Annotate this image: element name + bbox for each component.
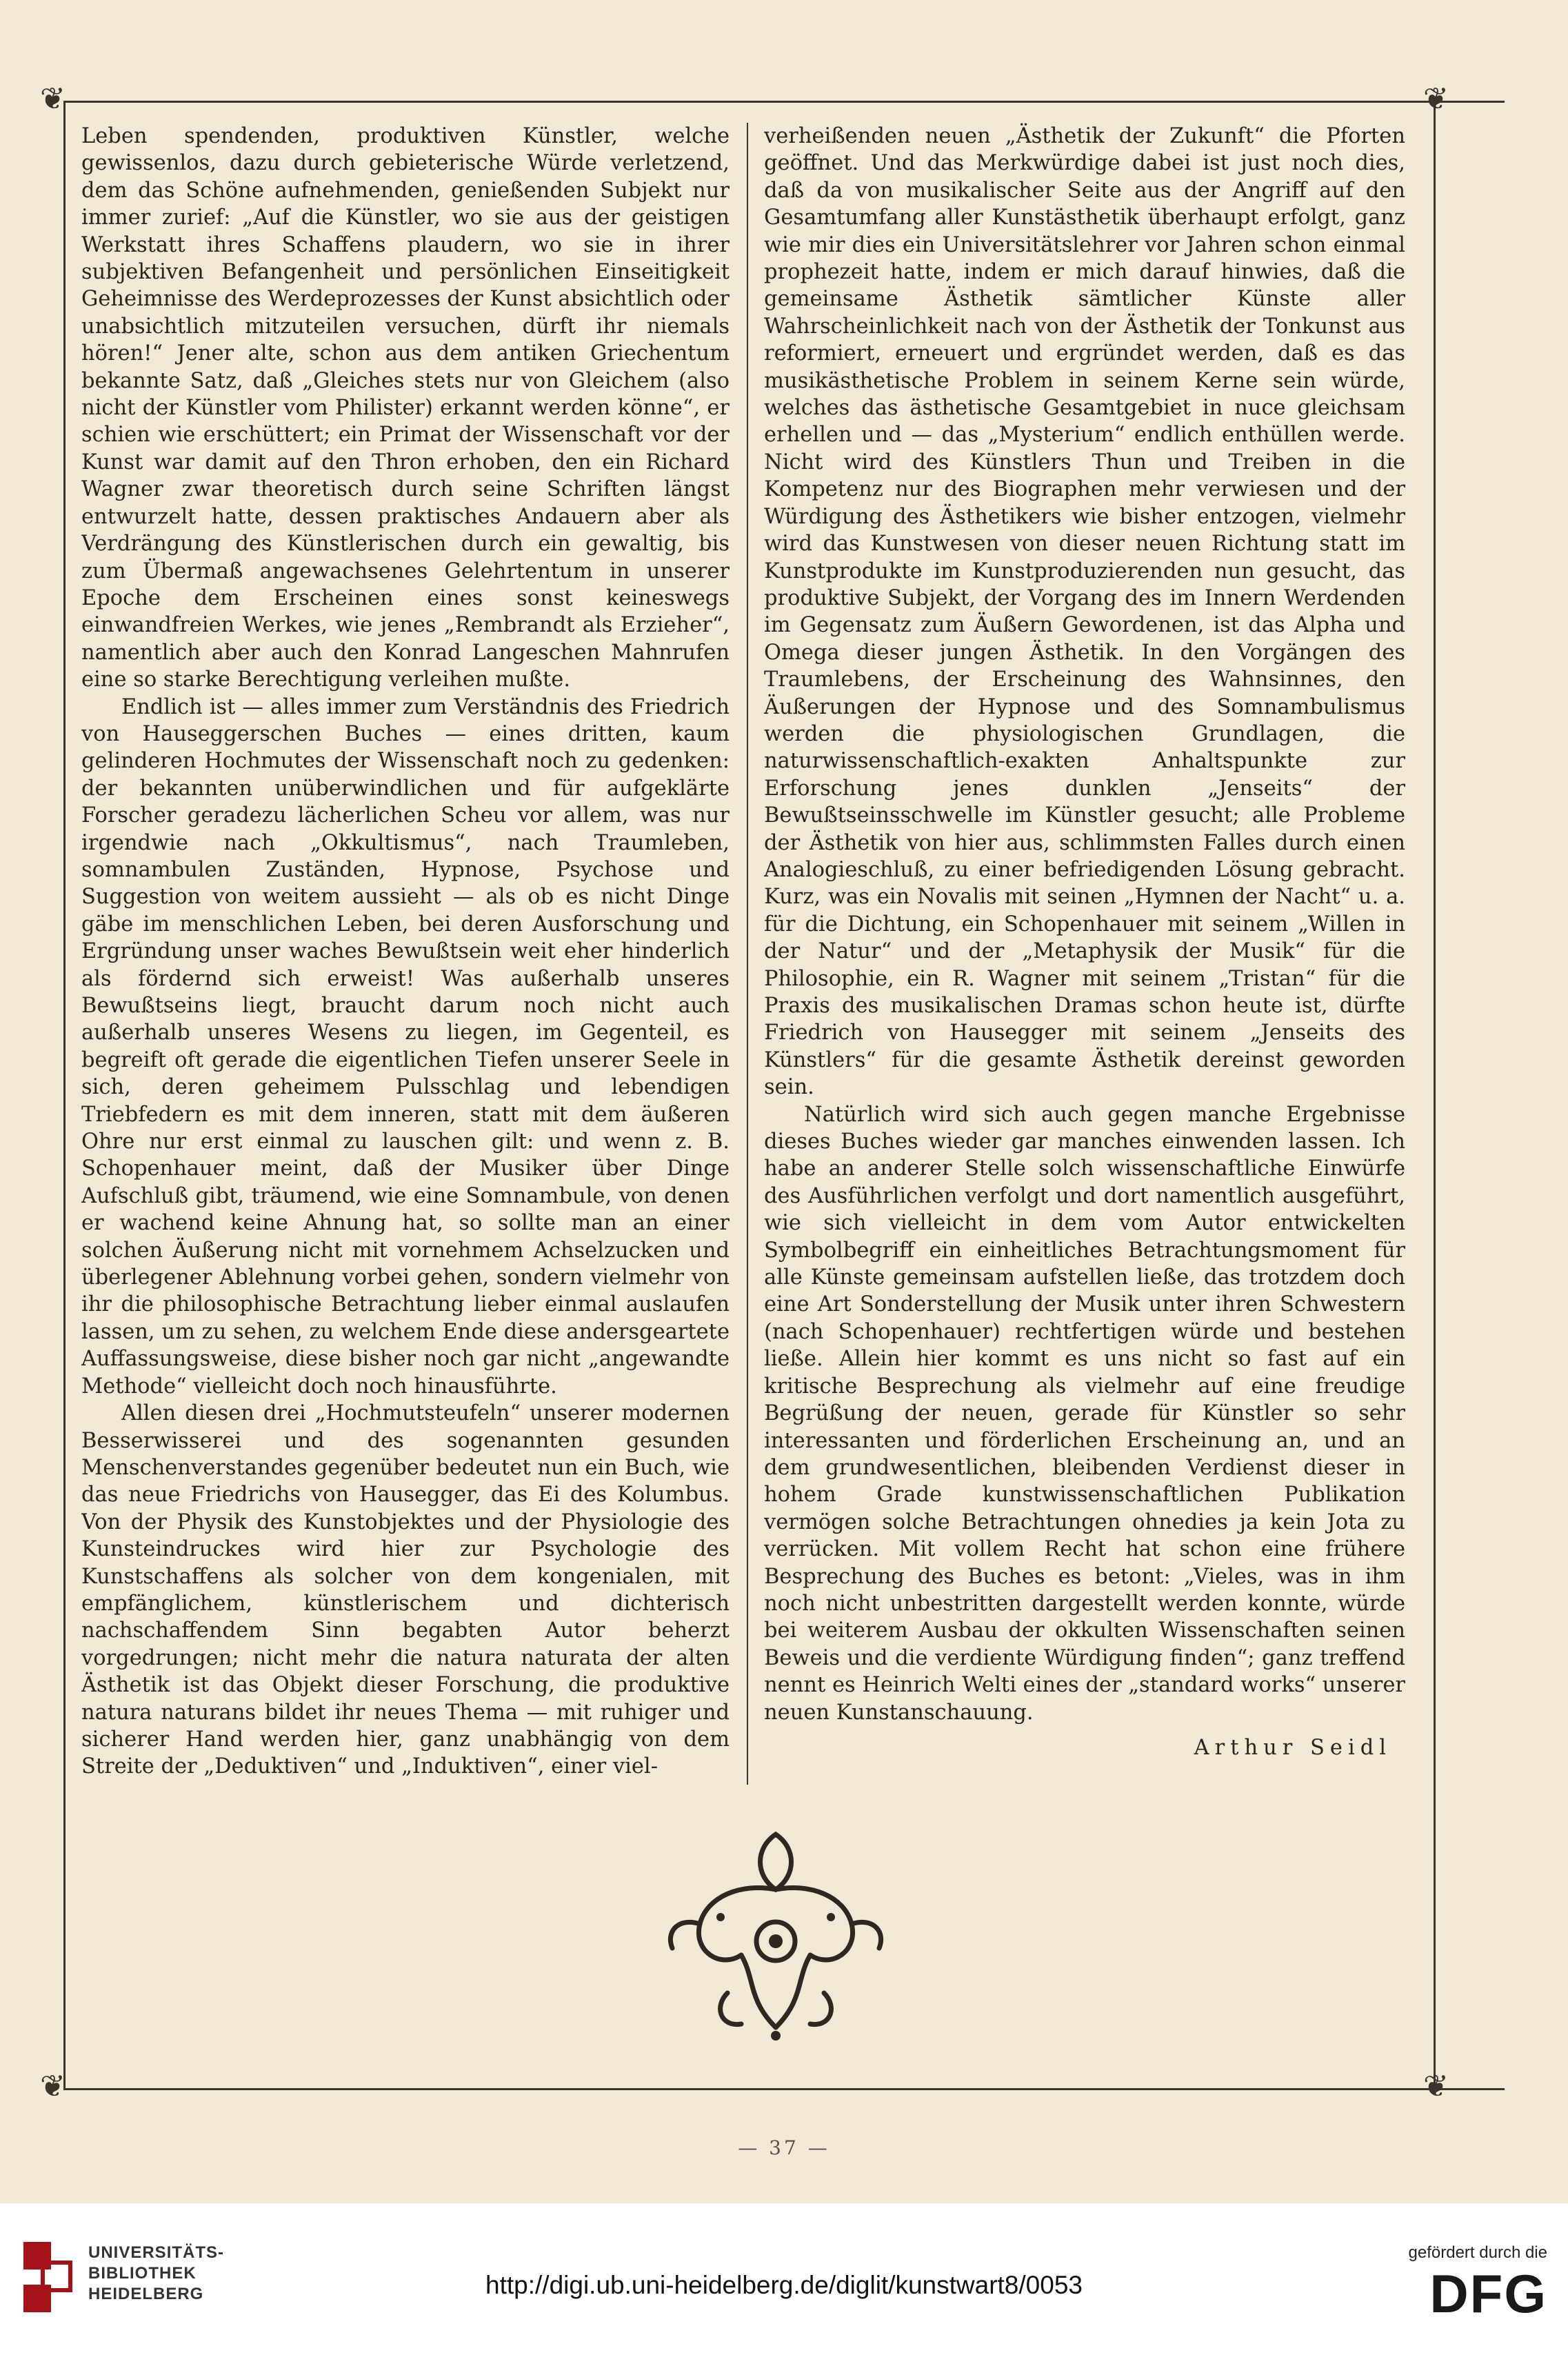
institution-line: HEIDELBERG — [88, 2285, 204, 2303]
institution-line: BIBLIOTHEK — [88, 2264, 197, 2283]
right-text-column — [764, 123, 1405, 1998]
paragraph: Leben spendenden, produktiven Künstler, welche gewissenlos, dazu durch gebieterische Würde verletzend, dem das Schöne aufnehmenden, genießenden Subjekt nur immer zurief: „Auf die Künstler, wo sie aus der geistigen Werkstatt ihres Schaffens plaudern, wo sie in ihrer subjektiven Befangenheit und persönlichen Einseitigkeit Geheimnisse des Werdeprozesses der Kunst absichtlich oder unabsichtlich mitzuteilen versuchen, dürft ihr niemals hören!“ Jener alte, schon aus dem antiken Griechentum bekannte Satz, daß „Gleiches stets nur von Gleichem (also nicht der Künstler vom Philister) erkannt werden könne“, er schien wie erschüttert; ein Primat der Wissenschaft vor der Kunst war damit auf den Thron erhoben, den ein Richard Wagner zwar theoretisch durch seine Schriften längst entwurzelt hatte, dessen praktisches Andauern aber als Verdrängung des Künstlerischen durch ein gewaltig, bis zum Übermaß angewachsenes Gelehrtentum in unserer Epoche dem Erscheinen eines sonst keineswegs einwandfreien Werkes, wie jenes „Rembrandt als Erzieher“, namentlich aber auch den Konrad Langeschen Mahnrufen eine so starke Berechtigung verleihen mußte. — [81, 124, 730, 692]
column-divider — [747, 123, 748, 1785]
funded-by-label: gefördert durch die — [1408, 2243, 1547, 2262]
digitization-footer — [0, 2203, 1568, 2355]
paragraph: Natürlich wird sich auch gegen manche Ergebnisse dieses Buches wieder gar manches einwenden lassen. Ich habe an anderer Stelle solch wissenschaftliche Einwürfe des Ausführlichen verfolgt und dort namentlich ausgeführt, wie sich vielleicht in dem vom Autor entwickelten Symbolbegriff ein einheitliches Betrachtungsmoment für alle Künste gemeinsam aufstellen ließe, das trotzdem doch eine Art Sonderstellung der Musik unter ihren Schwestern (nach Schopenhauer) rechtfertigen würde und bestehen ließe. Allein hier kommt es uns nicht so fast auf ein kritische Besprechung als vielmehr auf eine freudige Begrüßung der neuen, gerade für Künstler so sehr interessanten und förderlichen Erscheinung an, und an dem grundwesentlichen, bleibenden Verdienst dieser in hohem Grade kunstwissenschaftlichen Publikation vermögen solche Betrachtungen ohnedies ja kein Jota zu verrücken. Mit vollem Recht hat schon eine frühere Besprechung des Buches es betont: „Vieles, was in ihm noch nicht unbestritten dargestellt werden konnte, würde bei weiterem Ausbau der okkulten Wissenschaften seinen Beweis und die verdiente Würdigung finden“; ganz treffend nennt es Heinrich Welti eines der „standard works“ unserer neuen Kunstanschauung. — [764, 1102, 1405, 1725]
paragraph: verheißenden neuen „Ästhetik der Zukunft“ die Pforten geöffnet. Und das Merkwürdige dabei ist just noch dies, daß da von musikalischer Seite aus der Angriff auf den Gesamtumfang aller Kunstästhetik überhaupt erfolgt, ganz wie mir dies ein Universitätslehrer vor Jahren schon einmal prophezeit hatte, indem er mich darauf hinwies, daß die gemeinsame Ästhetik sämtlicher Künste aller Wahrscheinlichkeit nach von der Ästhetik der Tonkunst aus reformiert, erneuert und ergründet werden, daß es das musikästhetische Problem in seinem Kerne sein würde, welches das ästhetische Gesamtgebiet in nuce gleichsam erhellen und — das „Mysterium“ endlich enthüllen werde. Nicht wird des Künstlers Thun und Treiben in die Kompetenz nur des Biographen mehr verwiesen und der Würdigung des Ästhetikers wie bisher entzogen, vielmehr wird das Kunstwesen von dieser neuen Richtung statt im Kunstprodukte im Kunstproduzierenden nun gesucht, das produktive Subjekt, der Vorgang des im Innern Werdenden im Gegensatz zum Äußern Gewordenen, ist das Alpha und Omega dieser jungen Ästhetik. In den Vorgängen des Traumlebens, der Erscheinung des Wahnsinnes, den Äußerungen der Hypnose und des Somnambulismus werden die physiologischen Grundlagen, die naturwissenschaftlich-exakten Anhaltspunkte zur Erforschung jenes dunklen „Jenseits“ der Bewußtseinsschwelle im Künstler gesucht; alle Probleme der Ästhetik von hier aus, schlimmsten Falles durch einen Analogieschluß, zu einer befriedigenden Lösung gebracht. Kurz, was ein Novalis mit seinen „Hymnen der Nacht“ u. a. für die Dichtung, ein Schopenhauer mit seinem „Willen in der Natur“ und der „Metaphysik der Musik“ für die Philosophie, ein R. Wagner mit seinem „Tristan“ für die Praxis des musikalischen Dramas schon heute ist, dürfte Friedrich von Hausegger mit seinem „Jenseits des Künstlers“ für die gesamte Ästhetik dereinst geworden sein. — [764, 124, 1405, 1100]
corner-ornament-bottom-left: ❦ — [40, 2069, 66, 2104]
dfg-logo: DFG — [1429, 2263, 1547, 2324]
permalink-url[interactable]: http://digi.ub.uni-heidelberg.de/diglit/kunstwart8/0053 — [485, 2271, 1083, 2299]
frame-top-rule — [63, 101, 1505, 103]
institution-line: UNIVERSITÄTS- — [88, 2243, 225, 2262]
page-number: — 37 — — [738, 2136, 830, 2159]
paragraph: Allen diesen drei „Hochmutsteufeln“ unserer modernen Besserwisserei und des sogenannten gesunden Menschenverstandes gegenüber bedeutet nun ein Buch, wie das neue Friedrichs von Hausegger, das Ei des Kolumbus. Von der Physik des Kunstobjektes und der Physiologie des Kunsteindruckes wird hier zur Psychologie des Kunstschaffens als solcher von dem kongenialen, mit empfänglichem, künstlerischem und dichterisch nachschaffendem Sinn begabten Autor beherzt vorgedrungen; nicht mehr die natura naturata der alten Ästhetik ist das Objekt dieser Forschung, die produktive natura naturans bildet ihr neues Thema — mit ruhiger und sicherer Hand werden hier, ganz unabhängig von dem Streite der „Deduktiven“ und „Induktiven“, einer viel- — [81, 1401, 730, 1779]
corner-ornament-top-left: ❦ — [40, 81, 66, 117]
paragraph: Endlich ist — alles immer zum Verständnis des Friedrich von Hauseggerschen Buches — eines dritten, kaum gelinderen Hochmutes der Wissenschaft noch zu gedenken: der bekannten unüberwindlichen und für aufgeklärte Forscher geradezu lächerlichen Scheu vor allem, was nur irgendwie nach „Okkultismus“, nach Traumleben, somnambulen Zuständen, Hypnose, Psychose und Suggestion von weitem aussieht — als ob es nicht Dinge gäbe im menschlichen Leben, bei deren Ausforschung und Ergründung unser waches Bewußtsein weit eher hinderlich als fördernd sich erweist! Was außerhalb unseres Bewußtseins liegt, braucht darum noch nicht auch außerhalb unseres Wesens zu liegen, im Gegenteil, es begreift oft gerade die eigentlichen Tiefen unserer Seele in sich, deren geheimem Pulsschlag und lebendigen Triebfedern es mit dem inneren, statt mit dem äußeren Ohre nur erst einmal zu lauschen gilt: und wenn z. B. Schopenhauer meint, daß der Musiker über Dinge Aufschluß gibt, träumend, wie eine Somnambule, von denen er wachend keine Ahnung hat, so sollte man an einer solchen Äußerung nicht mit vornehmem Achselzucken und überlegener Ablehnung vorbei gehen, sondern vielmehr von ihr die philosophische Betrachtung lieber einmal auslaufen lassen, um zu sehen, zu welchem Ende diese andersgeartete Auffassungsweise, diese bisher noch gar nicht „angewandte Methode“ vielleicht doch noch hinausführte. — [81, 694, 730, 1399]
left-text-column — [81, 123, 730, 1998]
corner-ornament-bottom-right: ❦ — [1423, 2069, 1449, 2104]
frame-left-rule — [63, 101, 66, 2090]
frame-right-rule — [1434, 101, 1436, 2090]
frame-bottom-rule — [63, 2088, 1505, 2090]
corner-ornament-top-right: ❦ — [1423, 81, 1449, 117]
author-signature: Arthur Seidl — [1194, 1735, 1391, 1760]
ornamental-vignette — [652, 1821, 900, 2048]
